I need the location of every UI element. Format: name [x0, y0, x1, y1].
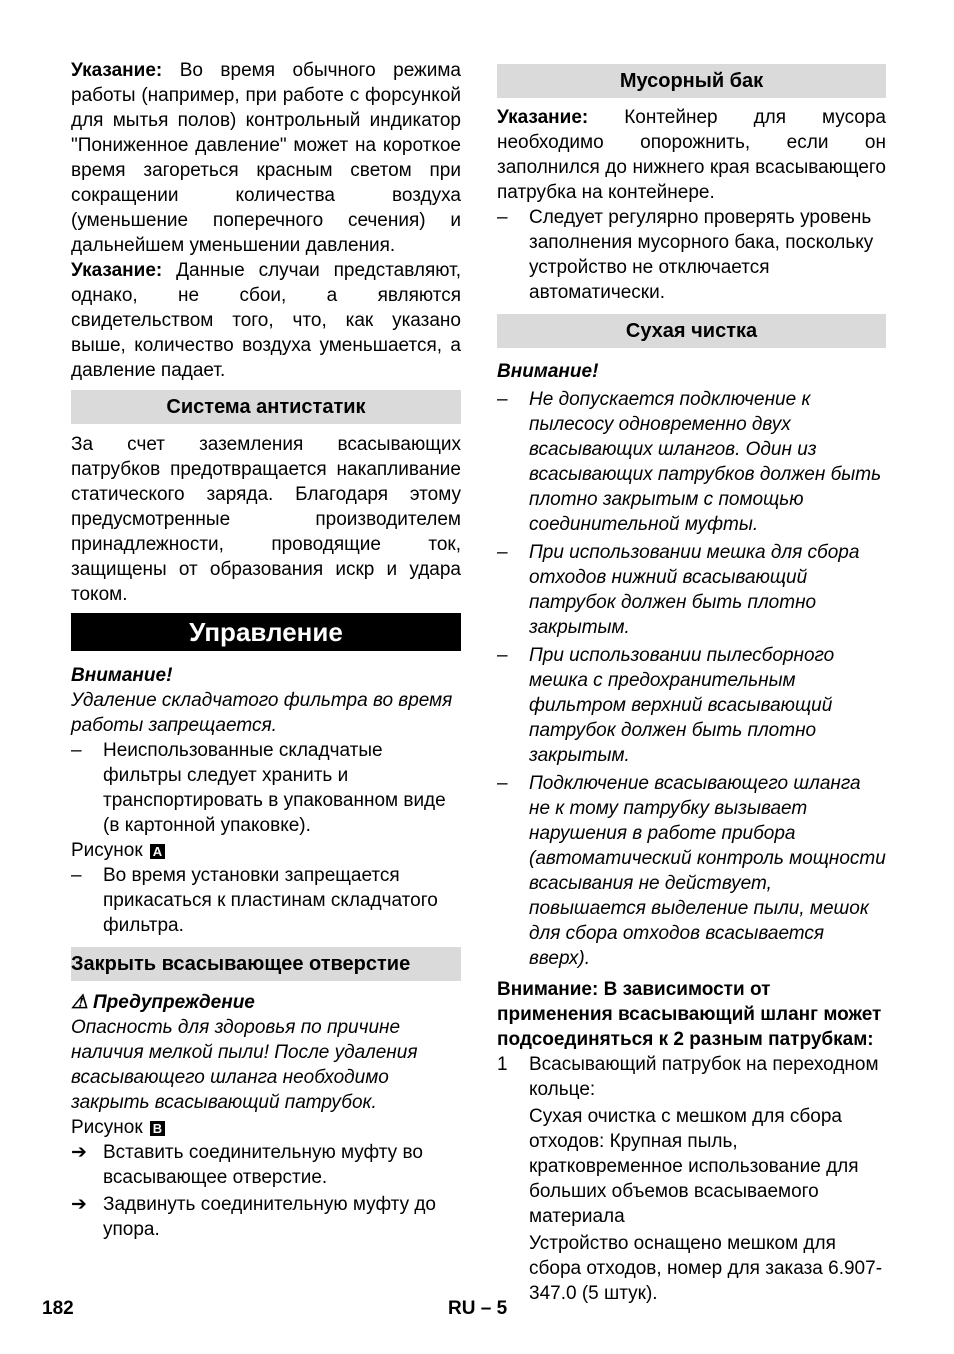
note-paragraph-2 [71, 258, 461, 383]
bold-attention-note: Внимание: В зависимости от применения всасывающий шланг может подсоединяться к 2 разным патрубкам: [497, 979, 882, 1050]
step-item [71, 1140, 461, 1190]
dash-marker: – [497, 773, 508, 794]
list-item [497, 387, 886, 537]
dash-marker: – [497, 542, 508, 563]
right-column [497, 64, 886, 1306]
note-text: Во время обычного режима работы (например, при работе с форсункой для мытья полов) контрольный индикатор "Пониженное давление" может на короткое время загореться красным светом при сокращении количества воздуха (уменьшение поперечного сечения) и дальнейшем уменьшении давления. [71, 60, 461, 256]
bin-note-paragraph [497, 105, 886, 205]
step-text: Вставить соединительную муфту во всасывающее отверстие. [103, 1142, 423, 1188]
attention-text: Удаление складчатого фильтра во время работы запрещается. [71, 690, 453, 736]
figure-label: Рисунок [71, 1117, 143, 1138]
note-label: Указание: [497, 107, 589, 128]
note-text: Контейнер для мусора необходимо опорожнить, если он заполнился до нижнего края всасывающего патрубка на контейнере. [497, 107, 886, 203]
dash-marker: – [71, 865, 82, 886]
list-item-text: При использовании пылесборного мешка с предохранительным фильтром верхний всасывающий патрубок должен быть плотно закрытым. [529, 645, 835, 766]
warning-heading [71, 990, 461, 1015]
note-label: Указание: [71, 260, 163, 281]
list-item [497, 643, 886, 768]
attention-label: Внимание! [497, 361, 599, 382]
numbered-item-text: Всасывающий патрубок на переходном кольце: [529, 1054, 879, 1100]
list-item [497, 205, 886, 305]
section-heading-close-intake: Закрыть всасывающее отверстие [71, 947, 461, 981]
arrow-icon: ➔ [71, 1142, 87, 1163]
page-number: 182 [42, 1298, 74, 1319]
item-number: 1 [497, 1054, 508, 1075]
list-item-text: Не допускается подключение к пылесосу одновременно двух всасывающих шлангов. Один из всасывающих патрубков должен быть плотно закрытым с помощью соединительной муфты. [529, 389, 882, 535]
left-column [71, 58, 461, 1242]
numbered-item-detail: Сухая очистка с мешком для сбора отходов: Крупная пыль, кратковременное использование для больших объемов всасываемого материала [529, 1106, 859, 1227]
warning-triangle-icon: ⚠ [71, 992, 89, 1013]
list-item [497, 771, 886, 971]
step-item [71, 1192, 461, 1242]
list-item [497, 540, 886, 640]
dash-marker: – [497, 645, 508, 666]
list-item-text: Подключение всасывающего шланга не к тому патрубку вызывает нарушения в работе прибора (автоматический контроль мощности всасывания не действует, повышается выделение пыли, мешок для сбора отходов всасывается вверх). [529, 773, 886, 969]
figure-reference-b [71, 1115, 461, 1140]
chapter-heading-operation: Управление [71, 613, 461, 651]
arrow-icon: ➔ [71, 1194, 87, 1215]
list-item-text: Во время установки запрещается прикасаться к пластинам складчатого фильтра. [103, 865, 438, 936]
note-text: Данные случаи представляют, однако, не сбои, а являются свидетельством того, что, как указано выше, количество воздуха уменьшается, а давление падает. [71, 260, 461, 381]
antistatic-paragraph: За счет заземления всасывающих патрубков предотвращается накапливание статического заряда. Благодаря этому предусмотренные производителем принадлежности, проводящие ток, защищены от образования искр и удара током. [71, 434, 461, 605]
note-paragraph-1 [71, 58, 461, 258]
warning-text: Опасность для здоровья по причине наличия мелкой пыли! После удаления всасывающего шланга необходимо закрыть всасывающий патрубок. [71, 1017, 418, 1113]
dash-marker: – [497, 207, 508, 228]
section-code: RU – 5 [448, 1298, 508, 1319]
section-heading-dry-cleaning: Сухая чистка [497, 314, 886, 348]
figure-b-badge: B [150, 1121, 165, 1136]
attention-label: Внимание! [71, 665, 173, 686]
numbered-item-detail: Устройство оснащено мешком для сбора отходов, номер для заказа 6.907-347.0 (5 штук). [529, 1233, 883, 1304]
figure-label: Рисунок [71, 840, 143, 861]
figure-reference-a [71, 838, 461, 863]
numbered-item [497, 1052, 886, 1102]
dash-marker: – [71, 740, 82, 761]
warning-label: Предупреждение [93, 992, 255, 1013]
figure-a-badge: A [150, 844, 165, 859]
section-heading-antistatic: Система антистатик [71, 390, 461, 424]
list-item-text: Следует регулярно проверять уровень заполнения мусорного бака, поскольку устройство не отключается автоматически. [529, 207, 874, 303]
step-text: Задвинуть соединительную муфту до упора. [103, 1194, 437, 1240]
list-item-text: Неиспользованные складчатые фильтры следует хранить и транспортировать в упакованном виде (в картонной упаковке). [103, 740, 446, 836]
dash-marker: – [497, 389, 508, 410]
list-item-text: При использовании мешка для сбора отходов нижний всасывающий патрубок должен быть плотно закрытым. [529, 542, 860, 638]
section-heading-waste-bin: Мусорный бак [497, 64, 886, 98]
list-item [71, 738, 461, 838]
note-label: Указание: [71, 60, 163, 81]
list-item [71, 863, 461, 938]
